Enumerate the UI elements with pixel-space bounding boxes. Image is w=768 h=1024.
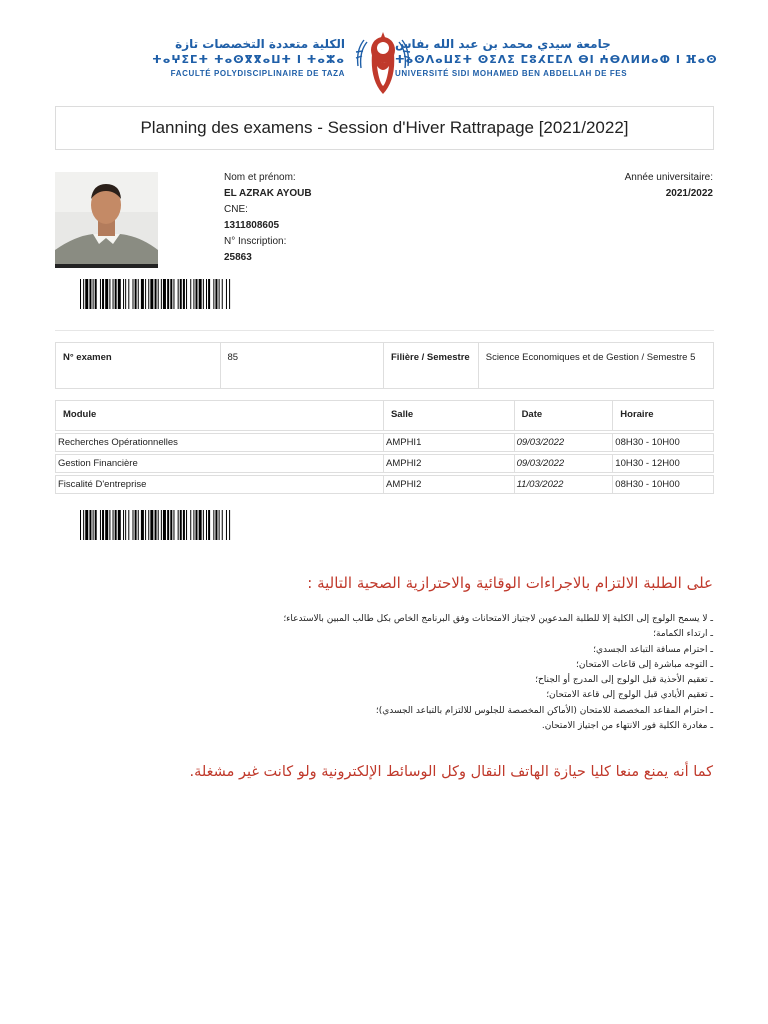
notice-item: ـ تعقيم الأحذية قبل الولوج إلى المدرج أو الجناح؛ <box>535 675 713 686</box>
cne-label: CNE: <box>224 204 248 215</box>
table-row <box>55 433 714 452</box>
page-header <box>120 28 718 98</box>
notice-item: ـ احترام مسافة التباعد الجسدي؛ <box>593 644 713 655</box>
inscription-value: 25863 <box>224 252 252 263</box>
date-cell: 11/03/2022 <box>515 476 614 493</box>
university-name-block <box>395 36 718 81</box>
document-title-box <box>55 106 714 150</box>
notice-item: ـ مغادرة الكلية فور الانتهاء من اجتياز الامتحان. <box>541 721 713 732</box>
notice-list <box>54 612 713 734</box>
university-name-arabic: جامعة سيدي محمد بن عبد الله بفاس <box>395 37 611 51</box>
header-date: Date <box>515 401 614 430</box>
cne-value: 1311808605 <box>224 220 280 231</box>
horaire-cell: 08H30 - 10H00 <box>615 479 680 490</box>
notice-title: على الطلبة الالتزام بالاجراءات الوقائية والاحترازية الصحية التالية : <box>307 574 713 592</box>
salle-cell: AMPHI2 <box>384 455 515 472</box>
barcode-bottom <box>80 510 303 540</box>
exam-info-table <box>55 342 714 389</box>
faculty-name-arabic: الكلية متعددة التخصصات تازة <box>175 37 345 51</box>
faculty-name-tifinagh: ⵜⴰⵖⵉⵎⵜ ⵜⴰⵙⴳⴳⴰⵡⵜ ⵏ ⵜⴰⵣⴰ <box>152 53 345 66</box>
module-cell: Recherches Opérationnelles <box>56 434 384 451</box>
header-salle: Salle <box>384 401 515 430</box>
year-label: Année universitaire: <box>624 172 713 183</box>
notice-item: ـ تعقيم الأيادي قبل الولوج إلى قاعة الامتحان؛ <box>546 690 713 701</box>
horaire-cell: 10H30 - 12H00 <box>615 458 680 469</box>
header-horaire: Horaire <box>620 409 654 420</box>
university-name-french: UNIVERSITÉ SIDI MOHAMED BEN ABDELLAH DE FES <box>395 69 628 78</box>
year-value: 2021/2022 <box>665 188 713 199</box>
salle-cell: AMPHI2 <box>384 476 515 493</box>
university-name-tifinagh: ⵜⴰⵙⴷⴰⵡⵉⵜ ⵙⵉⴷⵉ ⵎⵓⵃⵎⵎⴷ ⴱⵏ ⵄⴱⴷⵍⵍⴰⵀ ⵏ ⴼⴰⵙ <box>395 53 718 66</box>
table-row <box>55 454 714 473</box>
table-row <box>55 475 714 494</box>
faculty-name-block <box>120 36 345 81</box>
module-cell: Fiscalité D'entreprise <box>56 476 384 493</box>
section-divider <box>55 330 714 331</box>
filiere-label: Filière / Semestre <box>384 343 479 388</box>
date-cell: 09/03/2022 <box>515 434 614 451</box>
module-cell: Gestion Financière <box>56 455 384 472</box>
modules-table <box>55 400 714 494</box>
notice-item: ـ التوجه مباشرة إلى قاعات الامتحان؛ <box>575 659 713 670</box>
date-cell: 09/03/2022 <box>515 455 614 472</box>
document-title: Planning des examens - Session d'Hiver Rattrapage [2021/2022] <box>140 118 629 137</box>
name-label: Nom et prénom: <box>224 172 296 183</box>
notice-item: ـ لا يسمح الولوج إلى الكلية إلا للطلبة المدعوين لاجتياز الامتحانات وفق البرنامج الخاص بكل طالب المبين بالاستدعاء؛ <box>283 614 713 624</box>
student-name: EL AZRAK AYOUB <box>224 188 312 199</box>
notice-item: ـ احترام المقاعد المخصصة للامتحان (الأماكن المخصصة للجلوس للالتزام بالتباعد الجسدي)؛ <box>375 705 713 716</box>
notice-item: ـ ارتداء الكمامة؛ <box>653 629 713 640</box>
academic-year <box>625 170 713 202</box>
faculty-name-french: FACULTÉ POLYDISCIPLINAIRE DE TAZA <box>170 69 345 78</box>
table-header <box>55 400 714 431</box>
barcode-top <box>80 279 303 309</box>
notice-final: كما أنه يمنع منعا كليا حيازة الهاتف النقال وكل الوسائط الإلكترونية ولو كانت غير مشغلة. <box>189 764 713 780</box>
exam-number-label: N° examen <box>56 343 221 388</box>
filiere-value: Science Economiques et de Gestion / Semestre 5 <box>485 352 696 363</box>
header-module: Module <box>56 401 384 430</box>
inscription-label: N° Inscription: <box>224 236 287 247</box>
horaire-cell: 08H30 - 10H00 <box>615 437 680 448</box>
student-photo <box>55 172 158 268</box>
salle-cell: AMPHI1 <box>384 434 515 451</box>
exam-number-value: 85 <box>221 343 385 388</box>
student-info <box>224 170 312 266</box>
